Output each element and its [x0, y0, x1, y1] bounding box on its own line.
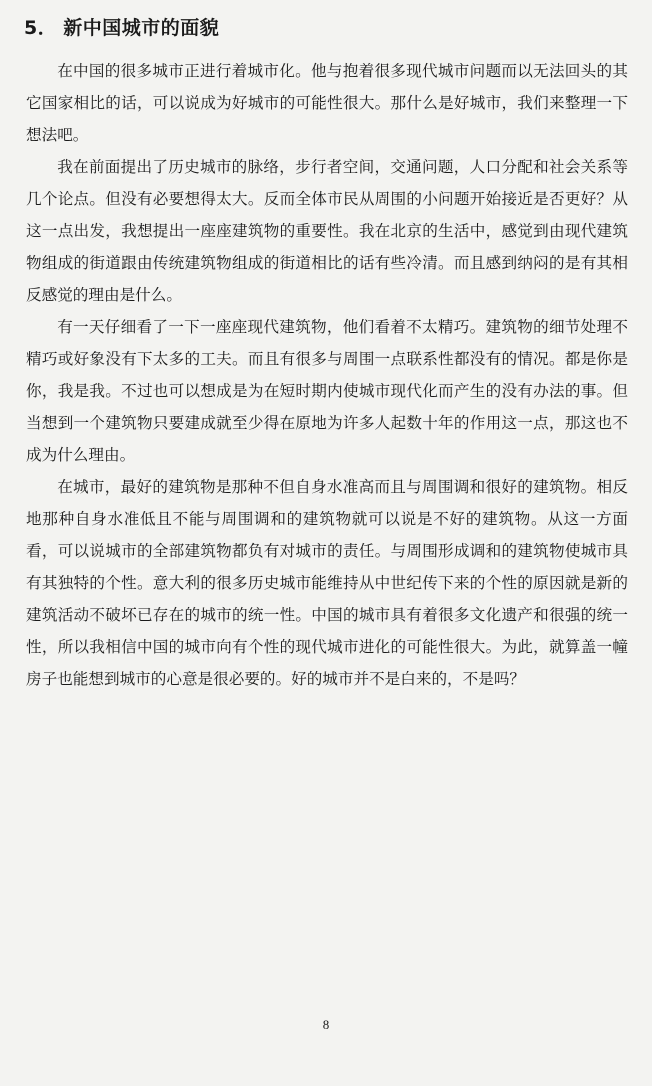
page-number: 8: [322, 1017, 330, 1032]
paragraph: 有一天仔细看了一下一座座现代建筑物，他们看着不太精巧。建筑物的细节处理不精巧或好象没有下太多的工夫。而且有很多与周围一点联系性都没有的情况。都是你是你，我是我。不过也可以想成是为在短时期内使城市现代化而产生的没有办法的事。但当想到一个建筑物只要建成就至少得在原地为许多人起数十年的作用这一点，那这也不成为什么理由。: [26, 318, 628, 464]
section-title: 新中国城市的面貌: [63, 17, 220, 39]
section-number: 5．: [24, 17, 58, 39]
paragraph: 我在前面提出了历史城市的脉络，步行者空间，交通问题，人口分配和社会关系等几个论点。但没有必要想得太大。反而全体市民从周围的小问题开始接近是否更好？从这一点出发，我想提出一座座建筑物的重要性。我在北京的生活中，感觉到由现代建筑物组成的街道跟由传统建筑物组成的街道相比的话有些冷清。而且感到纳闷的是有其相反感觉的理由是什么。: [26, 158, 628, 304]
paragraph: 在中国的很多城市正进行着城市化。他与抱着很多现代城市问题而以无法回头的其它国家相比的话，可以说成为好城市的可能性很大。那什么是好城市，我们来整理一下想法吧。: [26, 62, 628, 144]
paragraph: 在城市，最好的建筑物是那种不但自身水准高而且与周围调和很好的建筑物。相反地那种自身水准低且不能与周围调和的建筑物就可以说是不好的建筑物。从这一方面看，可以说城市的全部建筑物都负有对城市的责任。与周围形成调和的建筑物使城市具有其独特的个性。意大利的很多历史城市能维持从中世纪传下来的个性的原因就是新的建筑活动不破坏已存在的城市的统一性。中国的城市具有着很多文化遗产和很强的统一性，所以我相信中国的城市向有个性的现代城市进化的可能性很大。为此，就算盖一幢房子也能想到城市的心意是很必要的。好的城市并不是白来的，不是吗？: [26, 478, 628, 688]
body-text: [26, 55, 628, 695]
section-heading: [24, 14, 219, 42]
